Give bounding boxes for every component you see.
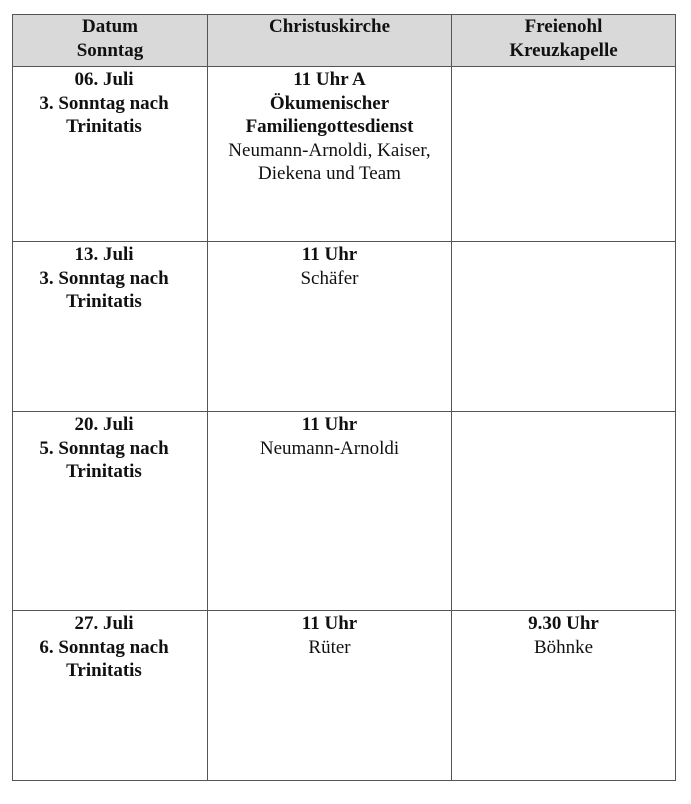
- christuskirche-cell: [208, 242, 452, 412]
- date-cell: [13, 242, 208, 412]
- service-leaders: Schäfer: [300, 267, 359, 289]
- sunday-line: 6. Sonntag nach: [39, 636, 169, 658]
- header-line: Kreuzkapelle: [509, 39, 618, 61]
- date-cell: [13, 611, 208, 781]
- header-line: Freienohl: [524, 16, 603, 37]
- header-line: Datum: [82, 16, 138, 37]
- kreuzkapelle-cell: [452, 412, 676, 611]
- service-schedule-table: [12, 14, 676, 781]
- table-row: [13, 242, 676, 412]
- kreuzkapelle-cell: [452, 242, 676, 412]
- date-cell: [13, 67, 208, 242]
- table-row: [13, 67, 676, 242]
- header-kreuzkapelle: [452, 15, 676, 67]
- sunday-line: Trinitatis: [66, 116, 142, 137]
- service-leaders: Rüter: [308, 636, 351, 658]
- header-row: [13, 15, 676, 67]
- table-row: [13, 412, 676, 611]
- date-line: 20. Juli: [74, 414, 134, 435]
- kreuzkapelle-cell: [452, 611, 676, 781]
- service-time: 11 Uhr: [301, 414, 358, 435]
- service-leaders: Neumann-Arnoldi, Kaiser,: [228, 139, 431, 161]
- sunday-line: Trinitatis: [66, 291, 142, 312]
- christuskirche-cell: [208, 412, 452, 611]
- christuskirche-cell: [208, 67, 452, 242]
- sunday-line: Trinitatis: [66, 660, 142, 681]
- service-time: 11 Uhr A: [293, 69, 366, 90]
- sunday-line: 3. Sonntag nach: [39, 92, 169, 114]
- date-cell: [13, 412, 208, 611]
- service-type: Familiengottesdienst: [245, 116, 414, 137]
- header-line: Sonntag: [76, 39, 144, 61]
- service-time: 11 Uhr: [301, 613, 358, 634]
- kreuzkapelle-cell: [452, 67, 676, 242]
- date-line: 13. Juli: [74, 244, 134, 265]
- service-type: Ökumenischer: [269, 92, 390, 114]
- sunday-line: 5. Sonntag nach: [39, 437, 169, 459]
- date-line: 27. Juli: [74, 613, 134, 634]
- header-line: Christuskirche: [268, 16, 391, 37]
- table-row: [13, 611, 676, 781]
- service-leaders: Neumann-Arnoldi: [259, 437, 400, 459]
- sunday-line: Trinitatis: [66, 461, 142, 482]
- service-time: 11 Uhr: [301, 244, 358, 265]
- service-time: 9.30 Uhr: [528, 613, 599, 634]
- service-leaders: Böhnke: [533, 636, 594, 658]
- header-date-sunday: [13, 15, 208, 67]
- sunday-line: 3. Sonntag nach: [39, 267, 169, 289]
- service-leaders: Diekena und Team: [258, 163, 401, 184]
- date-line: 06. Juli: [74, 69, 134, 90]
- header-christuskirche: [208, 15, 452, 67]
- christuskirche-cell: [208, 611, 452, 781]
